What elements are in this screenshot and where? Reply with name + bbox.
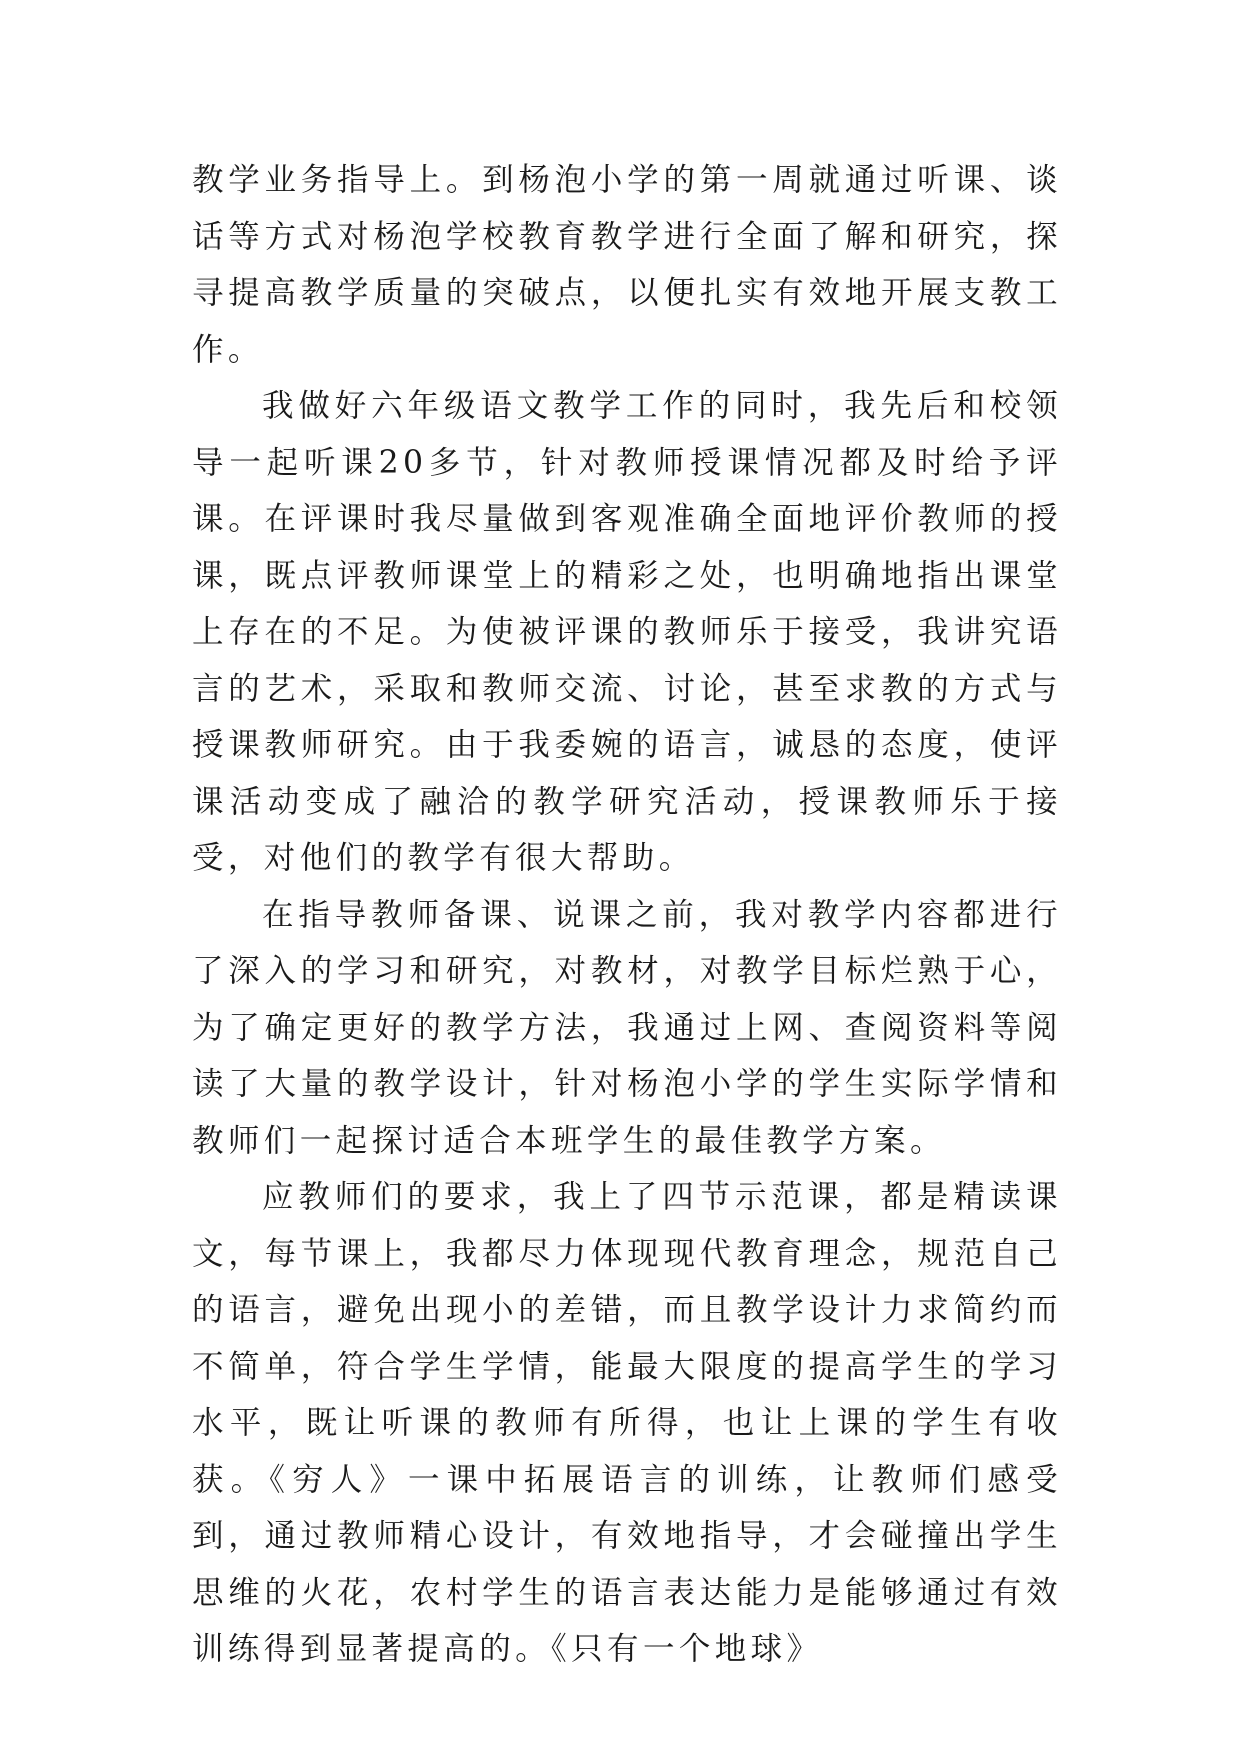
paragraph-2: 我做好六年级语文教学工作的同时，我先后和校领导一起听课20多节，针对教师授课情况都及时给予评课。在评课时我尽量做到客观准确全面地评价教师的授课，既点评教师课堂上的精彩之处，也明确地指出课堂上存在的不足。为使被评课的教师乐于接受，我讲究语言的艺术，采取和教师交流、讨论，甚至求教的方式与授课教师研究。由于我委婉的语言，诚恳的态度，使评课活动变成了融洽的教学研究活动，授课教师乐于接受，对他们的教学有很大帮助。	[192, 388, 1062, 876]
paragraph-3: 在指导教师备课、说课之前，我对教学内容都进行了深入的学习和研究，对教材，对教学目标烂熟于心，为了确定更好的教学方法，我通过上网、查阅资料等阅读了大量的教学设计，针对杨泡小学的学生实际学情和教师们一起探讨适合本班学生的最佳教学方案。	[192, 896, 1062, 1159]
paragraph-1: 教学业务指导上。到杨泡小学的第一周就通过听课、谈话等方式对杨泡学校教育教学进行全面了解和研究，探寻提高教学质量的突破点，以便扎实有效地开展支教工作。	[192, 162, 1062, 368]
body-text	[192, 152, 1062, 1678]
paragraph-4: 应教师们的要求，我上了四节示范课，都是精读课文，每节课上，我都尽力体现现代教育理念，规范自己的语言，避免出现小的差错，而且教学设计力求简约而不简单，符合学生学情，能最大限度的提高学生的学习水平，既让听课的教师有所得，也让上课的学生有收获。《穷人》一课中拓展语言的训练，让教师们感受到，通过教师精心设计，有效地指导，才会碰撞出学生思维的火花，农村学生的语言表达能力是能够通过有效训练得到显著提高的。《只有一个地球》	[192, 1179, 1062, 1667]
